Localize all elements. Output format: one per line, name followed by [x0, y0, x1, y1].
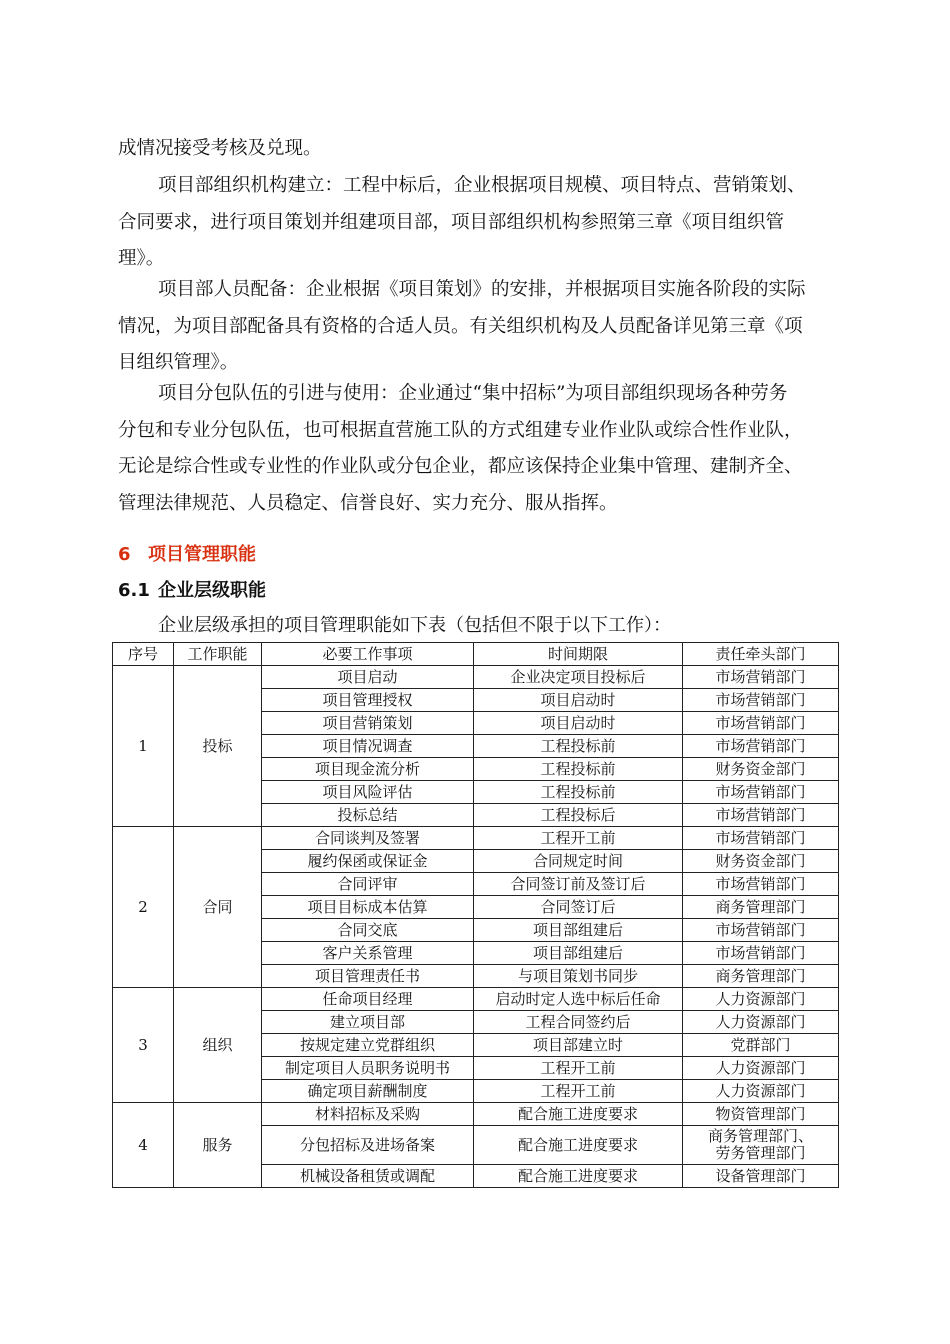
- task-cell: 投标总结: [262, 804, 474, 827]
- group-number: 3: [113, 988, 174, 1103]
- task-cell: 项目情况调查: [262, 735, 474, 758]
- deadline-cell: 企业决定项目投标后: [474, 666, 683, 689]
- deadline-cell: 合同规定时间: [474, 850, 683, 873]
- deadline-cell: 与项目策划书同步: [474, 965, 683, 988]
- deadline-cell: 配合施工进度要求: [474, 1103, 683, 1126]
- section-6-heading: [118, 540, 256, 566]
- deadline-cell: 合同签订前及签订后: [474, 873, 683, 896]
- task-cell: 建立项目部: [262, 1011, 474, 1034]
- text-line: 成情况接受考核及兑现。: [118, 138, 322, 159]
- table-header-row: [113, 643, 839, 666]
- paragraph-4: [118, 376, 833, 522]
- department-cell: 市场营销部门: [683, 781, 839, 804]
- department-cell: [683, 1126, 839, 1165]
- task-cell: 项目风险评估: [262, 781, 474, 804]
- department-cell: 商务管理部门: [683, 896, 839, 919]
- header-task: 必要工作事项: [262, 643, 474, 666]
- header-department: 责任牵头部门: [683, 643, 839, 666]
- department-cell: 市场营销部门: [683, 827, 839, 850]
- task-cell: 合同评审: [262, 873, 474, 896]
- department-cell: 市场营销部门: [683, 712, 839, 735]
- group-number: 4: [113, 1103, 174, 1188]
- paragraph-2: [118, 168, 833, 278]
- text-line: 情况，为项目部配备具有资格的合适人员。有关组织机构及人员配备详见第三章《项: [118, 315, 803, 337]
- table-row: [113, 827, 839, 850]
- department-cell: 人力资源部门: [683, 1080, 839, 1103]
- department-cell: 党群部门: [683, 1034, 839, 1057]
- functions-table: [112, 642, 839, 1188]
- deadline-cell: 项目部组建后: [474, 919, 683, 942]
- table-intro: 企业层级承担的项目管理职能如下表（包括但不限于以下工作）：: [158, 615, 671, 636]
- section-6-1-heading: [118, 576, 266, 602]
- text-line: 管理法律规范、人员稳定、信誉良好、实力充分、服从指挥。: [118, 492, 618, 514]
- header-deadline: 时间期限: [474, 643, 683, 666]
- deadline-cell: 项目启动时: [474, 712, 683, 735]
- group-number: 2: [113, 827, 174, 988]
- section-title: 企业层级职能: [158, 580, 266, 601]
- text-line: 无论是综合性或专业性的作业队或分包企业，都应该保持企业集中管理、建制齐全、: [118, 456, 803, 478]
- department-line: 商务管理部门、: [707, 1127, 813, 1145]
- task-cell: 制定项目人员职务说明书: [262, 1057, 474, 1080]
- department-cell: 物资管理部门: [683, 1103, 839, 1126]
- department-cell: 商务管理部门: [683, 965, 839, 988]
- deadline-cell: 工程投标前: [474, 758, 683, 781]
- task-cell: 项目管理责任书: [262, 965, 474, 988]
- department-cell: 设备管理部门: [683, 1165, 839, 1188]
- department-cell: 市场营销部门: [683, 804, 839, 827]
- task-cell: 项目现金流分析: [262, 758, 474, 781]
- deadline-cell: 合同签订后: [474, 896, 683, 919]
- deadline-cell: 配合施工进度要求: [474, 1165, 683, 1188]
- group-function: 组织: [174, 988, 262, 1103]
- section-number: 6: [118, 544, 131, 565]
- section-number: 6.1: [118, 580, 150, 601]
- task-cell: 履约保函或保证金: [262, 850, 474, 873]
- department-cell: 市场营销部门: [683, 873, 839, 896]
- deadline-cell: 项目启动时: [474, 689, 683, 712]
- group-function: 投标: [174, 666, 262, 827]
- task-cell: 合同交底: [262, 919, 474, 942]
- paragraph-3: [118, 272, 833, 382]
- deadline-cell: 配合施工进度要求: [474, 1126, 683, 1165]
- department-cell: 市场营销部门: [683, 919, 839, 942]
- header-function: 工作职能: [174, 643, 262, 666]
- table-row: [113, 988, 839, 1011]
- text-line: 项目部人员配备：企业根据《项目策划》的安排，并根据项目实施各阶段的实际: [158, 279, 806, 300]
- department-cell: 人力资源部门: [683, 1011, 839, 1034]
- deadline-cell: 工程合同签约后: [474, 1011, 683, 1034]
- deadline-cell: 启动时定人选中标后任命: [474, 988, 683, 1011]
- paragraph-1: [118, 131, 833, 168]
- department-cell: 人力资源部门: [683, 1057, 839, 1080]
- text-line: 目组织管理》。: [118, 352, 239, 374]
- task-cell: 机械设备租赁或调配: [262, 1165, 474, 1188]
- task-cell: 材料招标及采购: [262, 1103, 474, 1126]
- text-line: 项目分包队伍的引进与使用：企业通过“集中招标”为项目部组织现场各种劳务: [158, 383, 788, 404]
- department-cell: 财务资金部门: [683, 758, 839, 781]
- task-cell: 项目启动: [262, 666, 474, 689]
- task-cell: 合同谈判及签署: [262, 827, 474, 850]
- department-cell: 人力资源部门: [683, 988, 839, 1011]
- department-cell: 市场营销部门: [683, 735, 839, 758]
- department-cell: 市场营销部门: [683, 689, 839, 712]
- group-function: 合同: [174, 827, 262, 988]
- department-line: 劳务管理部门: [715, 1144, 806, 1162]
- deadline-cell: 项目部建立时: [474, 1034, 683, 1057]
- text-line: 理》。: [118, 248, 165, 270]
- task-cell: 按规定建立党群组织: [262, 1034, 474, 1057]
- text-line: 项目部组织机构建立：工程中标后，企业根据项目规模、项目特点、营销策划、: [158, 175, 806, 196]
- deadline-cell: 工程投标前: [474, 781, 683, 804]
- header-no: 序号: [113, 643, 174, 666]
- task-cell: 任命项目经理: [262, 988, 474, 1011]
- table-row: [113, 1103, 839, 1126]
- task-cell: 客户关系管理: [262, 942, 474, 965]
- group-number: 1: [113, 666, 174, 827]
- deadline-cell: 工程开工前: [474, 1057, 683, 1080]
- text-line: 分包和专业分包队伍，也可根据直营施工队的方式组建专业作业队或综合性作业队，: [118, 419, 803, 441]
- department-cell: 市场营销部门: [683, 942, 839, 965]
- table-row: [113, 666, 839, 689]
- deadline-cell: 工程开工前: [474, 1080, 683, 1103]
- task-cell: 分包招标及进场备案: [262, 1126, 474, 1165]
- text-line: 合同要求，进行项目策划并组建项目部，项目部组织机构参照第三章《项目组织管: [118, 211, 785, 233]
- section-title: 项目管理职能: [148, 544, 256, 565]
- deadline-cell: 工程开工前: [474, 827, 683, 850]
- task-cell: 确定项目薪酬制度: [262, 1080, 474, 1103]
- group-function: 服务: [174, 1103, 262, 1188]
- deadline-cell: 工程投标前: [474, 735, 683, 758]
- task-cell: 项目目标成本估算: [262, 896, 474, 919]
- department-cell: 财务资金部门: [683, 850, 839, 873]
- task-cell: 项目管理授权: [262, 689, 474, 712]
- department-cell: 市场营销部门: [683, 666, 839, 689]
- deadline-cell: 工程投标后: [474, 804, 683, 827]
- task-cell: 项目营销策划: [262, 712, 474, 735]
- deadline-cell: 项目部组建后: [474, 942, 683, 965]
